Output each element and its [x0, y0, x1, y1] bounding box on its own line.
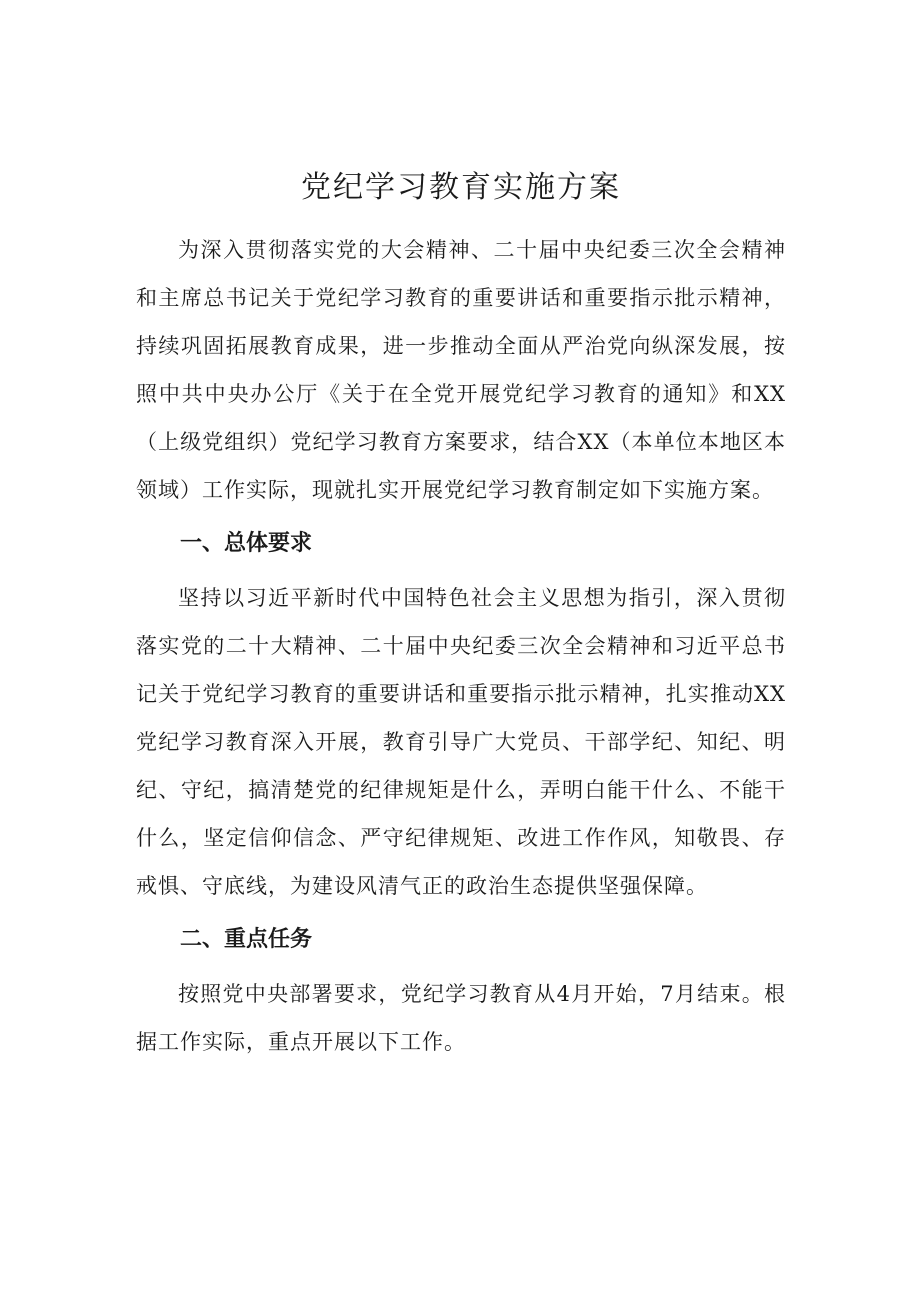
- section-heading-key-tasks: 二、重点任务: [180, 927, 313, 952]
- document-body: [136, 160, 786, 1066]
- document-title: 党纪学习教育实施方案: [301, 170, 621, 205]
- section-body-general-requirements: 坚持以习近平新时代中国特色社会主义思想为指引，深入贯彻落实党的二十大精神、二十届中央纪委三次全会精神和习近平总书记关于党纪学习教育的重要讲话和重要指示批示精神，扎实推动XX党纪学习教育深入开展，教育引导广大党员、干部学纪、知纪、明纪、守纪，搞清楚党的纪律规矩是什么，弄明白能干什么、不能干什么，坚定信仰信念、严守纪律规矩、改进工作作风，知敬畏、存戒惧、守底线，为建设风清气正的政治生态提供坚强保障。: [136, 586, 786, 898]
- intro-paragraph: 为深入贯彻落实党的大会精神、二十届中央纪委三次全会精神和主席总书记关于党纪学习教育的重要讲话和重要指示批示精神，持续巩固拓展教育成果，进一步推动全面从严治党向纵深发展，按照中共中央办公厅《关于在全党开展党纪学习教育的通知》和XX（上级党组织）党纪学习教育方案要求，结合XX（本单位本地区本领域）工作实际，现就扎实开展党纪学习教育制定如下实施方案。: [136, 238, 786, 502]
- section-body-key-tasks: 按照党中央部署要求，党纪学习教育从4月开始，7月结束。根据工作实际，重点开展以下工作。: [136, 982, 786, 1054]
- section-heading-general-requirements: 一、总体要求: [180, 531, 313, 556]
